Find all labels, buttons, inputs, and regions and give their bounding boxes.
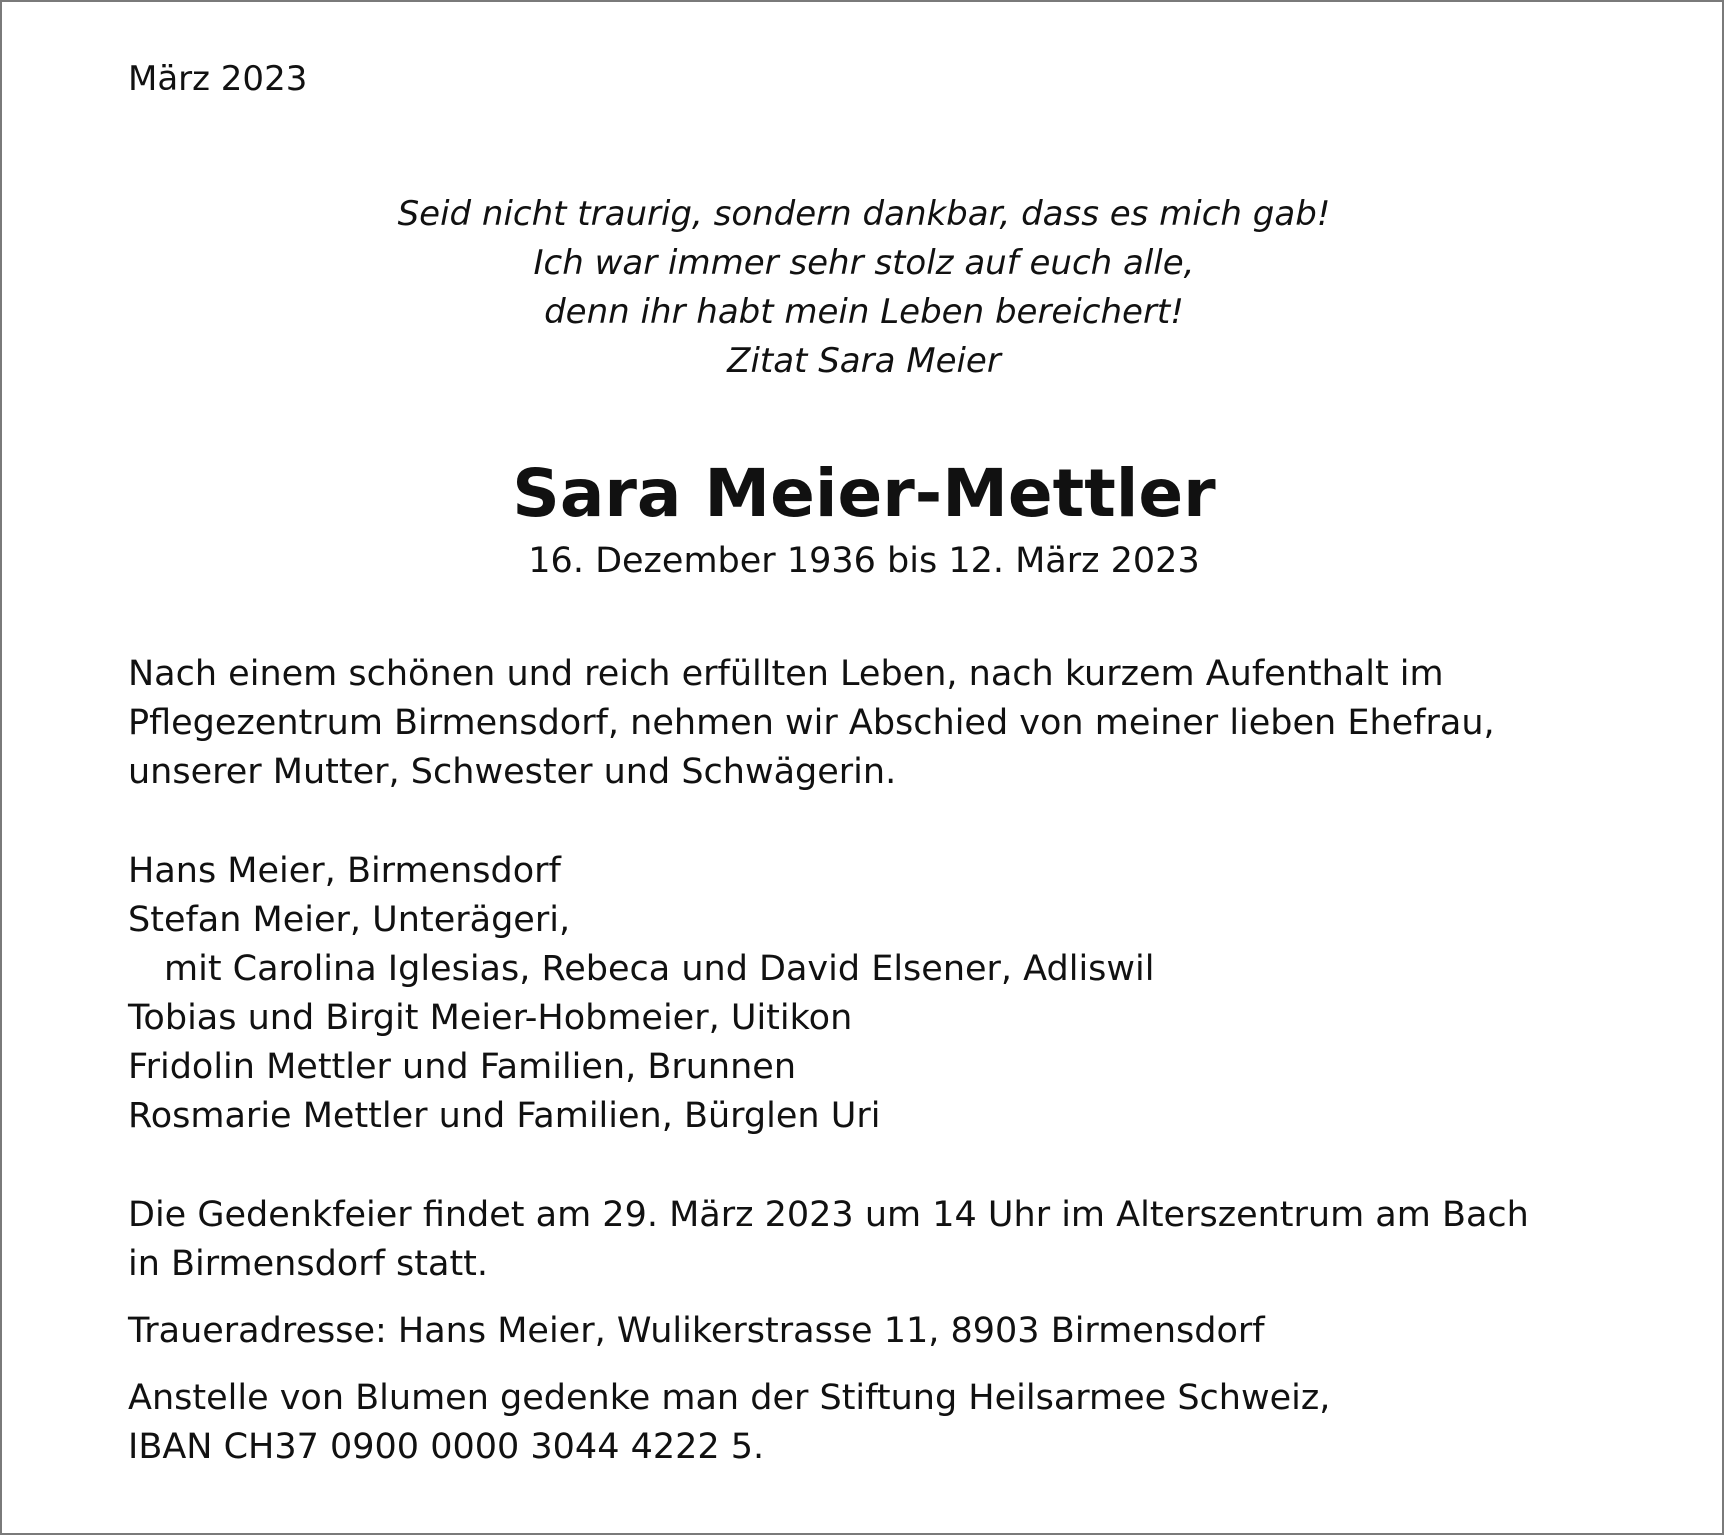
mourner-entry: Stefan Meier, Unterägeri, — [128, 900, 571, 940]
quote-attribution: Zitat Sara Meier — [727, 341, 1001, 381]
intro-paragraph — [128, 650, 1608, 797]
intro-line: unserer Mutter, Schwester und Schwägerin. — [128, 752, 897, 792]
mourner-entry: Rosmarie Mettler und Familien, Bürglen Uri — [128, 1096, 881, 1136]
ceremony-line: in Birmensdorf statt. — [128, 1244, 489, 1284]
memorial-quote — [2, 190, 1724, 386]
intro-line: Nach einem schönen und reich erfüllten Leben, nach kurzem Aufenthalt im — [128, 654, 1444, 694]
mourners-list — [128, 847, 1608, 1141]
iban-line: IBAN CH37 0900 0000 3044 4222 5. — [128, 1427, 765, 1467]
donation-line: Anstelle von Blumen gedenke man der Stiftung Heilsarmee Schweiz, — [128, 1378, 1331, 1418]
mourner-entry: Hans Meier, Birmensdorf — [128, 851, 561, 891]
quote-line: denn ihr habt mein Leben bereichert! — [544, 292, 1184, 332]
intro-line: Pflegezentrum Birmensdorf, nehmen wir Abschied von meiner lieben Ehefrau, — [128, 703, 1495, 743]
mourning-address: Traueradresse: Hans Meier, Wulikerstrasse 11, 8903 Birmensdorf — [128, 1311, 1265, 1351]
ceremony-line: Die Gedenkfeier findet am 29. März 2023 um 14 Uhr im Alterszentrum am Bach — [128, 1195, 1529, 1235]
quote-line: Ich war immer sehr stolz auf euch alle, — [533, 243, 1195, 283]
mourner-entry: mit Carolina Iglesias, Rebeca und David Elsener, Adliswil — [164, 949, 1155, 989]
quote-line: Seid nicht traurig, sondern dankbar, dass es mich gab! — [397, 194, 1331, 234]
ceremony-info — [128, 1191, 1608, 1289]
notice-content — [128, 54, 1608, 1472]
deceased-name: Sara Meier-Mettler — [512, 455, 1216, 532]
publication-date: März 2023 — [128, 59, 308, 99]
life-dates: 16. Dezember 1936 bis 12. März 2023 — [528, 541, 1200, 581]
mourner-entry: Tobias und Birgit Meier-Hobmeier, Uitikon — [128, 998, 853, 1038]
mourner-entry: Fridolin Mettler und Familien, Brunnen — [128, 1047, 797, 1087]
donation-info — [128, 1374, 1608, 1472]
